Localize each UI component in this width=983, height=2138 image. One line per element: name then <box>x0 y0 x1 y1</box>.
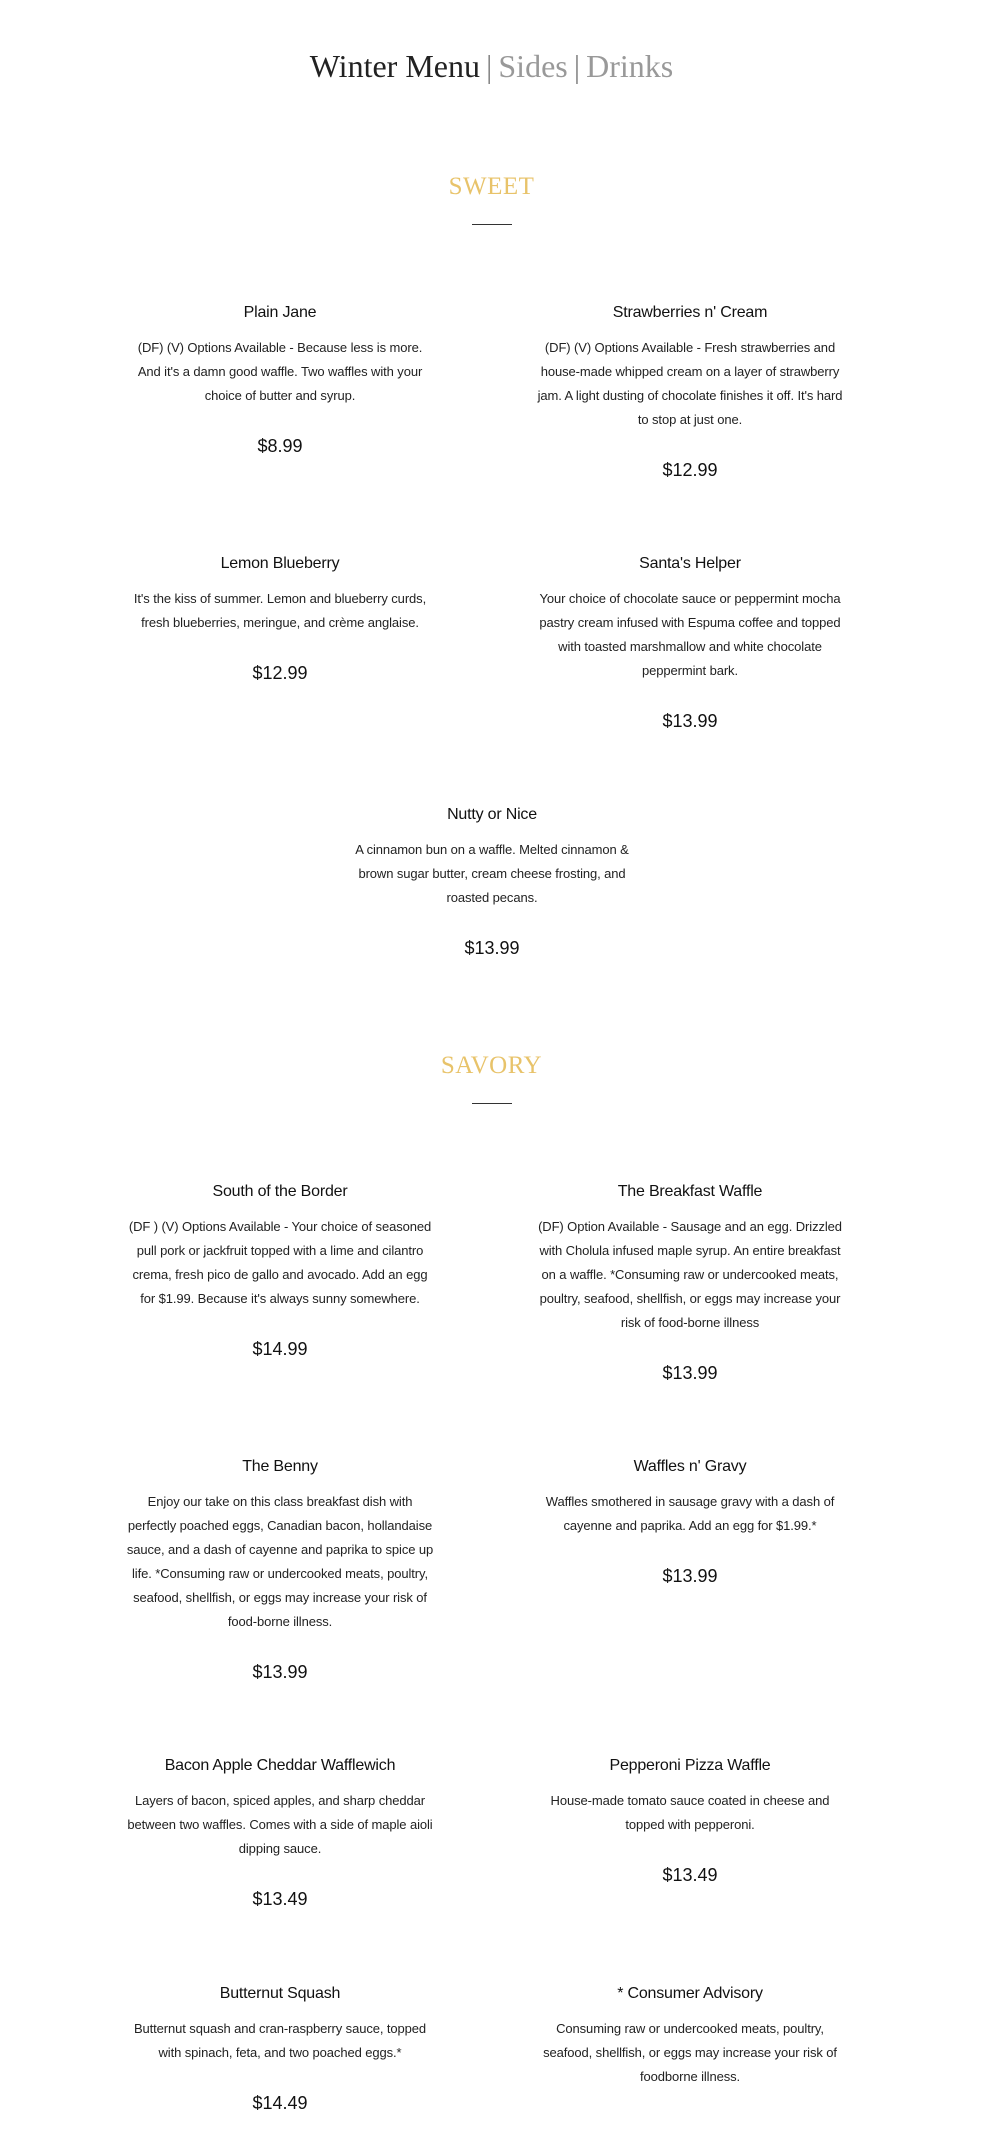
item-description: It's the kiss of summer. Lemon and blueberry curds, fresh blueberries, meringue, and crème anglaise. <box>133 591 427 630</box>
item-description: (DF) (V) Options Available - Fresh strawberries and house-made whipped cream on a layer of strawberry jam. A light dusting of chocolate finishes it off. It's hard to stop at just one. <box>537 340 843 427</box>
item-description: Butternut squash and cran-raspberry sauce, topped with spinach, feta, and two poached eggs.* <box>133 2021 427 2060</box>
consumer-advisory <box>535 1983 845 2089</box>
menu-item <box>125 1456 435 1684</box>
item-price: $13.99 <box>662 1363 718 1383</box>
item-name: Pepperoni Pizza Waffle <box>609 1757 771 1774</box>
menu-item <box>125 553 435 685</box>
advisory-text: Consuming raw or undercooked meats, poultry, seafood, shellfish, or eggs may increase your risk of foodborne illness. <box>543 2021 837 2084</box>
item-name: South of the Border <box>212 1183 348 1200</box>
item-description: Waffles smothered in sausage gravy with a dash of cayenne and paprika. Add an egg for $1.99.* <box>545 1494 835 1533</box>
item-price: $13.99 <box>662 711 718 731</box>
menu-item <box>125 302 435 458</box>
menu-item <box>125 1755 435 1911</box>
item-price: $13.99 <box>662 1566 718 1586</box>
nav-winter-menu[interactable]: Winter Menu <box>309 48 480 84</box>
item-description: Your choice of chocolate sauce or peppermint mocha pastry cream infused with Espuma coffee and topped with toasted marshmallow and white chocolate peppermint bark. <box>539 591 841 678</box>
item-description: Layers of bacon, spiced apples, and sharp cheddar between two waffles. Comes with a side of maple aioli dipping sauce. <box>127 1793 433 1856</box>
item-name: Santa's Helper <box>639 555 741 572</box>
item-price: $14.99 <box>252 1339 308 1359</box>
item-price: $12.99 <box>662 460 718 480</box>
menu-item <box>337 804 647 960</box>
item-price: $13.99 <box>252 1662 308 1682</box>
nav-separator: | <box>485 48 493 84</box>
section-title-sweet: SWEET <box>448 173 535 200</box>
nav-separator: | <box>573 48 581 84</box>
item-name: The Breakfast Waffle <box>617 1183 763 1200</box>
nav-drinks-link[interactable]: Drinks <box>586 48 674 84</box>
section-title-savory: SAVORY <box>440 1052 543 1079</box>
advisory-title: * Consumer Advisory <box>617 1985 763 2002</box>
menu-item <box>535 553 845 733</box>
item-description: A cinnamon bun on a waffle. Melted cinnamon & brown sugar butter, cream cheese frosting, and roasted pecans. <box>355 842 629 905</box>
item-name: Strawberries n' Cream <box>612 304 768 321</box>
item-price: $12.99 <box>252 663 308 683</box>
item-name: The Benny <box>242 1458 318 1475</box>
menu-item <box>125 1181 435 1361</box>
menu-item <box>535 1456 845 1588</box>
item-description: (DF) Option Available - Sausage and an egg. Drizzled with Cholula infused maple syrup. An entire breakfast on a waffle. *Consuming raw or undercooked meats, poultry, seafood, shellfish, or eggs may increase your risk of food-borne illness <box>538 1219 842 1330</box>
menu-item <box>125 1983 435 2115</box>
item-name: Lemon Blueberry <box>220 555 340 572</box>
item-name: Plain Jane <box>243 304 317 321</box>
item-description: House-made tomato sauce coated in cheese and topped with pepperoni. <box>550 1793 830 1832</box>
item-name: Bacon Apple Cheddar Wafflewich <box>164 1757 396 1774</box>
item-name: Waffles n' Gravy <box>633 1458 747 1475</box>
item-price: $13.49 <box>252 1889 308 1909</box>
item-description: Enjoy our take on this class breakfast dish with perfectly poached eggs, Canadian bacon, hollandaise sauce, and a dash of cayenne and paprika to spice up life. *Consuming raw or undercooked meats, poultry, seafood, shellfish, or eggs may increase your risk of food-borne illness. <box>126 1494 434 1629</box>
menu-item <box>535 302 845 482</box>
item-price: $14.49 <box>252 2093 308 2113</box>
item-name: Nutty or Nice <box>447 806 537 823</box>
item-price: $13.99 <box>464 938 520 958</box>
item-price: $13.49 <box>662 1865 718 1885</box>
nav-sides-link[interactable]: Sides <box>498 48 568 84</box>
section-divider <box>472 1103 512 1104</box>
section-divider <box>472 224 512 225</box>
menu-item <box>535 1181 845 1385</box>
menu-item <box>535 1755 845 1887</box>
item-description: (DF) (V) Options Available - Because less is more. And it's a damn good waffle. Two waffles with your choice of butter and syrup. <box>137 340 423 403</box>
item-price: $8.99 <box>257 436 303 456</box>
item-description: (DF ) (V) Options Available - Your choice of seasoned pull pork or jackfruit topped with a lime and cilantro crema, fresh pico de gallo and avocado. Add an egg for $1.99. Because it's always sunny somewhere. <box>128 1219 432 1306</box>
item-name: Butternut Squash <box>219 1985 341 2002</box>
menu-navigation <box>0 46 983 86</box>
